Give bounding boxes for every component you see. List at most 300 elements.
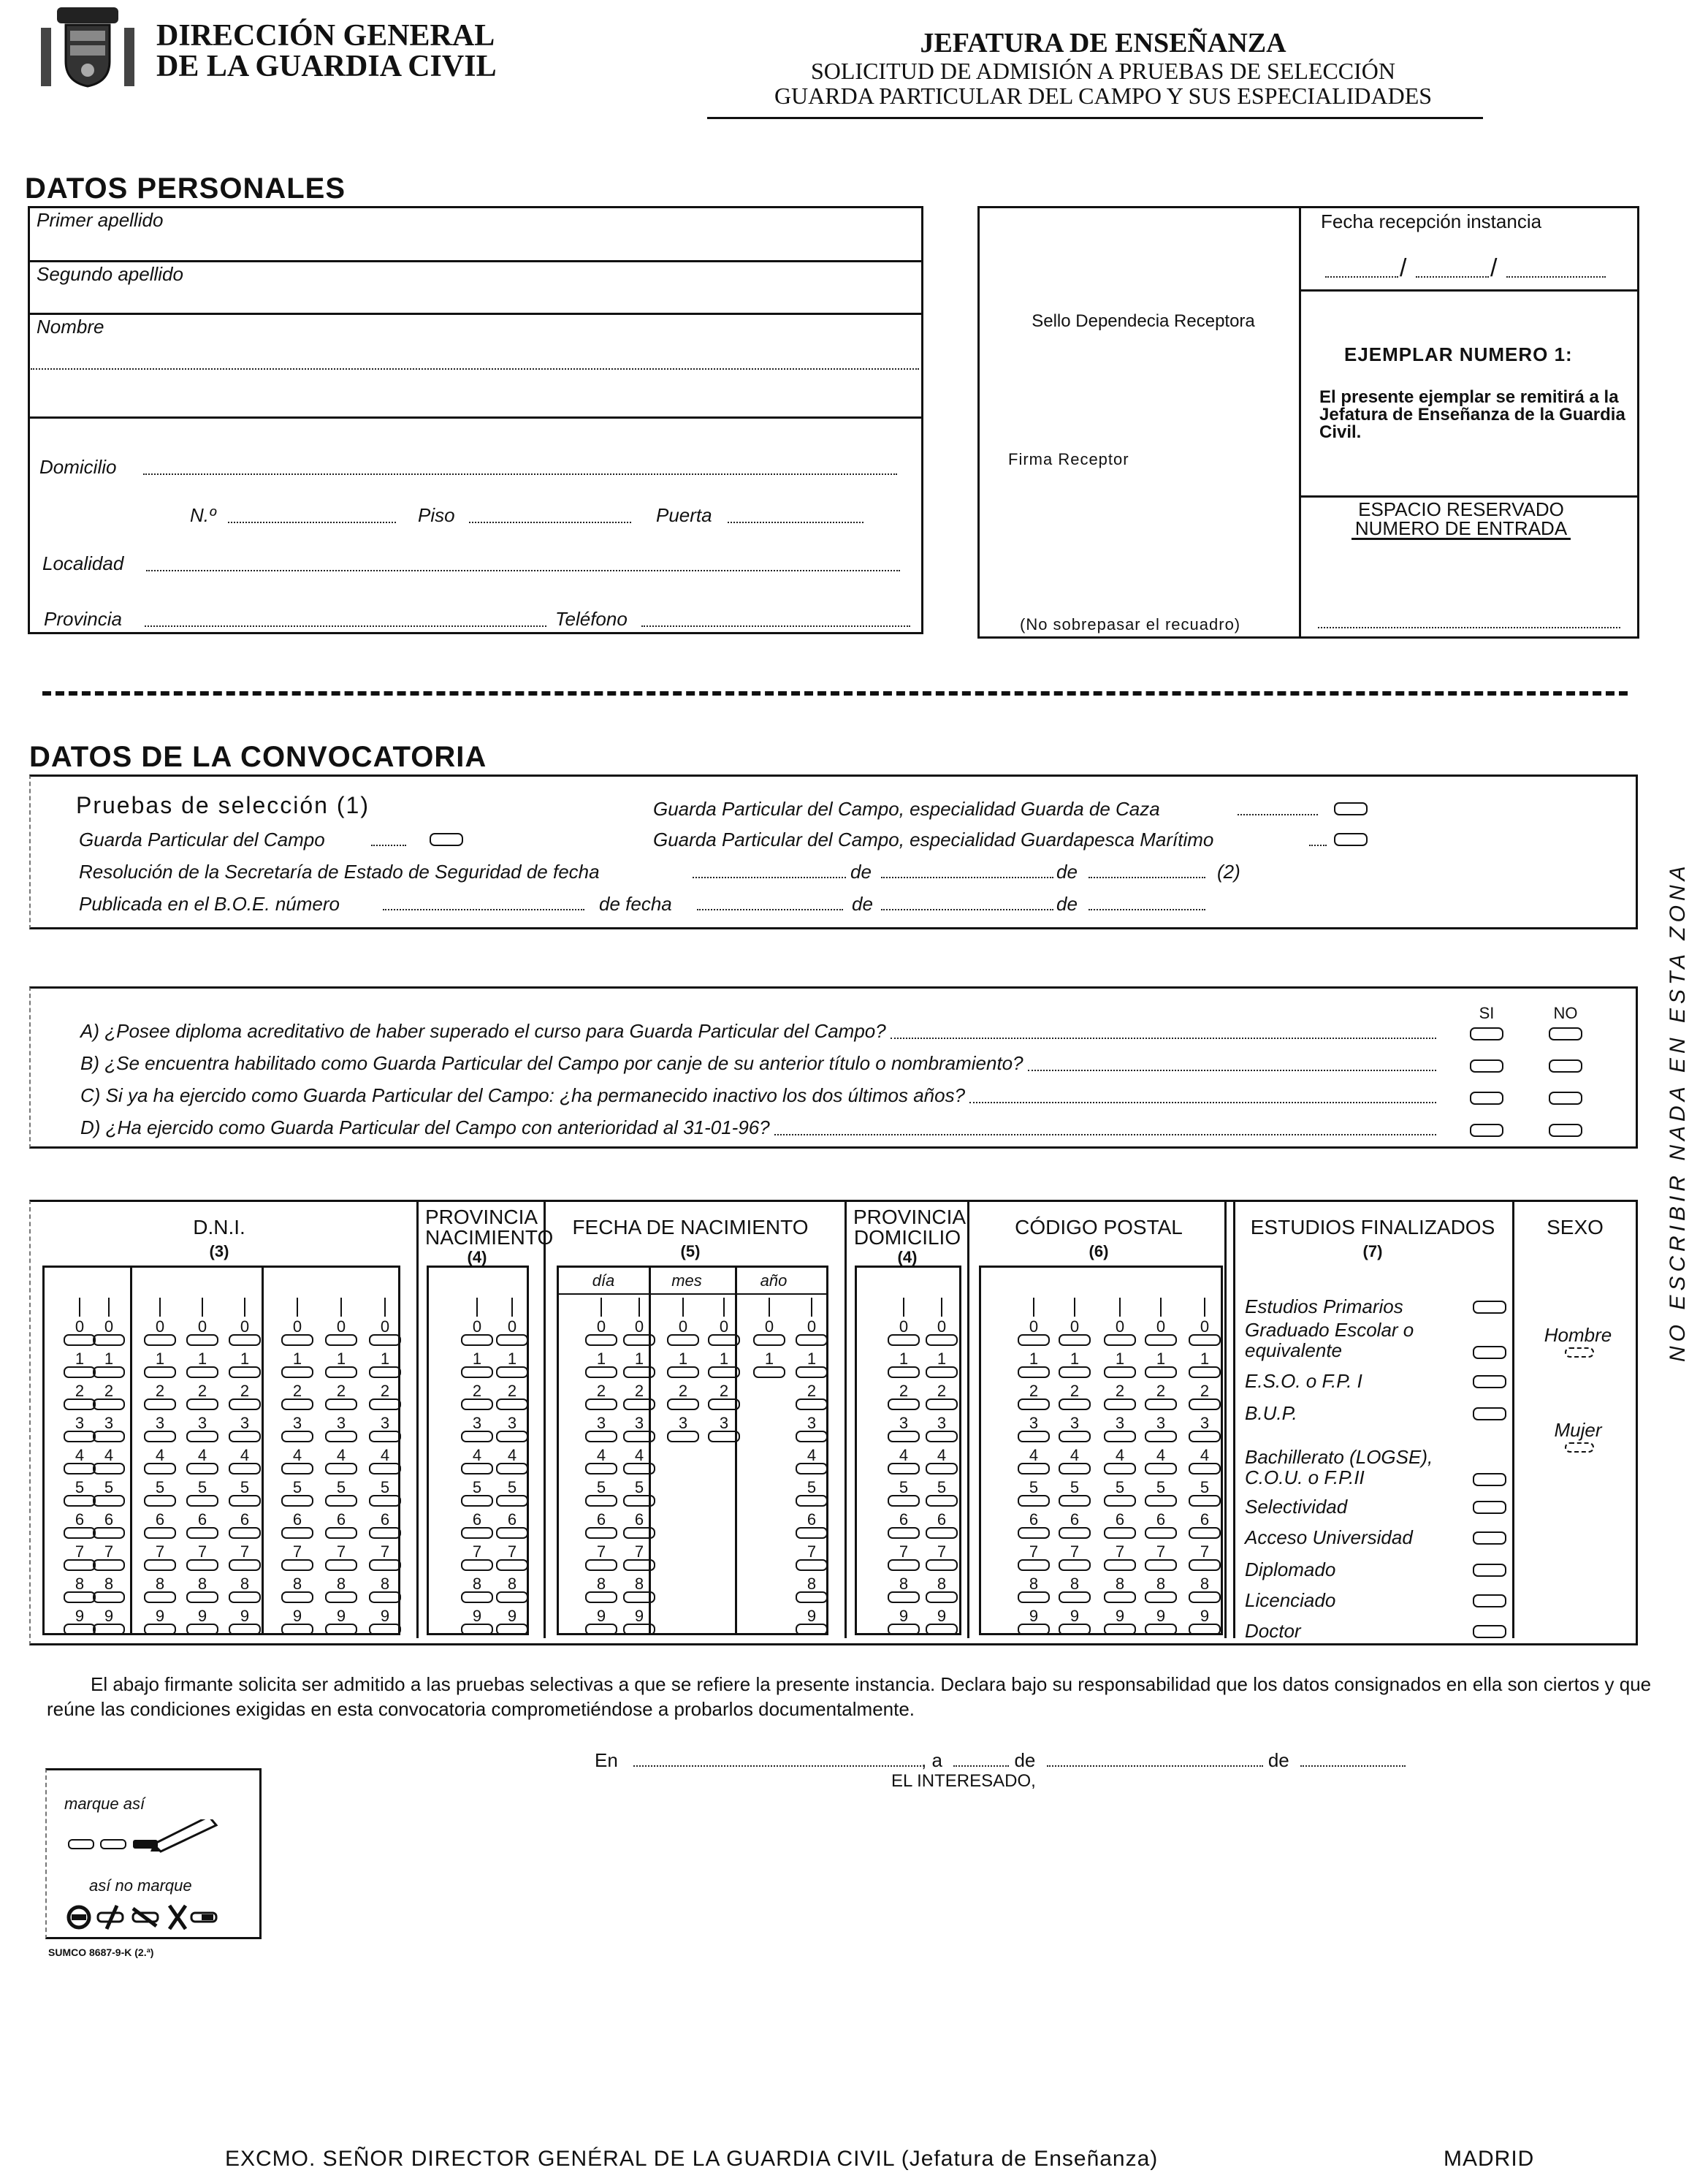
digit-bubble-dni[interactable] xyxy=(186,1577,219,1603)
digit-bubble-dni[interactable] xyxy=(368,1512,402,1539)
digit-bubble-cp[interactable] xyxy=(1103,1480,1137,1507)
digit-checkbox[interactable] xyxy=(1145,1624,1177,1635)
digit-bubble-dni[interactable] xyxy=(143,1577,177,1603)
digit-bubble-cp[interactable] xyxy=(1103,1512,1137,1539)
digit-checkbox[interactable] xyxy=(1145,1591,1177,1603)
digit-checkbox[interactable] xyxy=(888,1463,920,1474)
digit-checkbox[interactable] xyxy=(926,1463,958,1474)
digit-checkbox[interactable] xyxy=(1018,1495,1050,1507)
digit-bubble-dni[interactable] xyxy=(324,1352,358,1378)
digit-checkbox[interactable] xyxy=(1104,1591,1136,1603)
digit-checkbox[interactable] xyxy=(64,1591,96,1603)
digit-checkbox[interactable] xyxy=(585,1334,617,1346)
digit-bubble-fecha-nac[interactable] xyxy=(622,1542,656,1571)
digit-checkbox[interactable] xyxy=(144,1495,176,1507)
digit-bubble-dni[interactable] xyxy=(368,1448,402,1474)
nombre-field-2[interactable] xyxy=(31,373,919,414)
digit-bubble-dni[interactable] xyxy=(228,1609,262,1635)
digit-checkbox[interactable] xyxy=(1104,1527,1136,1539)
hombre-checkbox[interactable] xyxy=(1565,1347,1594,1358)
digit-bubble-cp[interactable] xyxy=(1017,1480,1051,1507)
digit-checkbox[interactable] xyxy=(496,1398,528,1410)
digit-bubble-dni[interactable] xyxy=(186,1384,219,1410)
digit-checkbox[interactable] xyxy=(1145,1366,1177,1378)
digit-checkbox[interactable] xyxy=(281,1366,313,1378)
digit-bubble-fecha-nac[interactable] xyxy=(584,1609,618,1635)
digit-bubble-fecha-nac[interactable] xyxy=(666,1352,700,1378)
digit-bubble-dni[interactable] xyxy=(92,1317,126,1346)
digit-bubble-cp[interactable] xyxy=(1058,1448,1091,1474)
digit-bubble-dni[interactable] xyxy=(281,1448,314,1474)
digit-checkbox[interactable] xyxy=(1145,1398,1177,1410)
digit-bubble-fecha-nac[interactable] xyxy=(584,1542,618,1571)
digit-checkbox[interactable] xyxy=(1059,1527,1091,1539)
digit-checkbox[interactable] xyxy=(623,1495,655,1507)
digit-checkbox[interactable] xyxy=(926,1366,958,1378)
digit-bubble-dni[interactable] xyxy=(281,1609,314,1635)
digit-checkbox[interactable] xyxy=(1189,1624,1221,1635)
digit-checkbox[interactable] xyxy=(496,1559,528,1571)
digit-checkbox[interactable] xyxy=(1189,1559,1221,1571)
digit-bubble-dni[interactable] xyxy=(92,1512,126,1539)
digit-checkbox[interactable] xyxy=(64,1366,96,1378)
digit-checkbox[interactable] xyxy=(144,1334,176,1346)
digit-checkbox[interactable] xyxy=(1059,1495,1091,1507)
digit-bubble-dni[interactable] xyxy=(228,1416,262,1442)
digit-checkbox[interactable] xyxy=(325,1398,357,1410)
digit-bubble-cp[interactable] xyxy=(1058,1609,1091,1635)
digit-checkbox[interactable] xyxy=(1189,1431,1221,1442)
digit-checkbox[interactable] xyxy=(796,1527,828,1539)
digit-checkbox[interactable] xyxy=(623,1398,655,1410)
digit-bubble-dni[interactable] xyxy=(228,1448,262,1474)
digit-bubble-prov-nac[interactable] xyxy=(495,1512,529,1539)
digit-bubble-dni[interactable] xyxy=(186,1317,219,1346)
digit-bubble-cp[interactable] xyxy=(1103,1416,1137,1442)
digit-checkbox[interactable] xyxy=(1145,1495,1177,1507)
digit-checkbox[interactable] xyxy=(623,1334,655,1346)
digit-bubble-fecha-nac[interactable] xyxy=(795,1512,828,1539)
digit-bubble-prov-nac[interactable] xyxy=(460,1512,494,1539)
digit-bubble-fecha-nac[interactable] xyxy=(622,1512,656,1539)
digit-bubble-cp[interactable] xyxy=(1144,1480,1178,1507)
digit-checkbox[interactable] xyxy=(623,1463,655,1474)
digit-bubble-prov-nac[interactable] xyxy=(460,1317,494,1346)
piso-field[interactable] xyxy=(469,522,631,523)
digit-checkbox[interactable] xyxy=(93,1366,125,1378)
digit-bubble-fecha-nac[interactable] xyxy=(622,1448,656,1474)
digit-checkbox[interactable] xyxy=(64,1463,96,1474)
digit-checkbox[interactable] xyxy=(369,1463,401,1474)
digit-checkbox[interactable] xyxy=(144,1591,176,1603)
digit-bubble-cp[interactable] xyxy=(1188,1384,1221,1410)
digit-checkbox[interactable] xyxy=(1018,1334,1050,1346)
digit-bubble-cp[interactable] xyxy=(1188,1352,1221,1378)
digit-checkbox[interactable] xyxy=(229,1591,261,1603)
digit-bubble-prov-nac[interactable] xyxy=(495,1480,529,1507)
digit-bubble-prov-dom[interactable] xyxy=(887,1448,920,1474)
digit-checkbox[interactable] xyxy=(461,1431,493,1442)
digit-checkbox[interactable] xyxy=(1018,1463,1050,1474)
digit-bubble-fecha-nac[interactable] xyxy=(622,1352,656,1378)
digit-checkbox[interactable] xyxy=(281,1559,313,1571)
digit-checkbox[interactable] xyxy=(229,1463,261,1474)
digit-bubble-prov-nac[interactable] xyxy=(495,1317,529,1346)
digit-bubble-prov-nac[interactable] xyxy=(460,1609,494,1635)
digit-checkbox[interactable] xyxy=(325,1431,357,1442)
digit-bubble-prov-dom[interactable] xyxy=(887,1384,920,1410)
digit-bubble-dni[interactable] xyxy=(186,1352,219,1378)
digit-bubble-dni[interactable] xyxy=(324,1512,358,1539)
digit-checkbox[interactable] xyxy=(708,1366,740,1378)
digit-bubble-cp[interactable] xyxy=(1017,1577,1051,1603)
digit-checkbox[interactable] xyxy=(496,1431,528,1442)
digit-checkbox[interactable] xyxy=(186,1463,218,1474)
digit-checkbox[interactable] xyxy=(1059,1463,1091,1474)
digit-bubble-cp[interactable] xyxy=(1188,1577,1221,1603)
digit-bubble-fecha-nac[interactable] xyxy=(707,1384,741,1410)
mes-field[interactable] xyxy=(1047,1765,1263,1767)
digit-bubble-fecha-nac[interactable] xyxy=(584,1577,618,1603)
digit-bubble-cp[interactable] xyxy=(1103,1609,1137,1635)
numero-entrada-field[interactable] xyxy=(1318,627,1620,628)
digit-bubble-prov-dom[interactable] xyxy=(887,1416,920,1442)
digit-checkbox[interactable] xyxy=(93,1591,125,1603)
digit-bubble-dni[interactable] xyxy=(186,1480,219,1507)
digit-bubble-fecha-nac[interactable] xyxy=(584,1416,618,1442)
digit-checkbox[interactable] xyxy=(708,1431,740,1442)
digit-checkbox[interactable] xyxy=(1104,1624,1136,1635)
digit-checkbox[interactable] xyxy=(186,1495,218,1507)
digit-bubble-prov-nac[interactable] xyxy=(460,1480,494,1507)
digit-checkbox[interactable] xyxy=(585,1559,617,1571)
digit-checkbox[interactable] xyxy=(229,1559,261,1571)
digit-checkbox[interactable] xyxy=(281,1431,313,1442)
digit-bubble-dni[interactable] xyxy=(228,1577,262,1603)
digit-checkbox[interactable] xyxy=(1104,1495,1136,1507)
digit-bubble-dni[interactable] xyxy=(186,1542,219,1571)
digit-bubble-fecha-nac[interactable] xyxy=(795,1352,828,1378)
digit-bubble-dni[interactable] xyxy=(368,1577,402,1603)
digit-checkbox[interactable] xyxy=(1145,1334,1177,1346)
digit-checkbox[interactable] xyxy=(1104,1366,1136,1378)
digit-bubble-dni[interactable] xyxy=(228,1384,262,1410)
digit-checkbox[interactable] xyxy=(281,1624,313,1635)
digit-bubble-dni[interactable] xyxy=(92,1577,126,1603)
study-checkbox[interactable] xyxy=(1473,1407,1506,1420)
digit-bubble-prov-nac[interactable] xyxy=(460,1448,494,1474)
digit-checkbox[interactable] xyxy=(1059,1431,1091,1442)
digit-checkbox[interactable] xyxy=(1189,1334,1221,1346)
digit-checkbox[interactable] xyxy=(623,1431,655,1442)
digit-checkbox[interactable] xyxy=(796,1559,828,1571)
digit-checkbox[interactable] xyxy=(1018,1431,1050,1442)
digit-checkbox[interactable] xyxy=(144,1366,176,1378)
digit-checkbox[interactable] xyxy=(888,1366,920,1378)
digit-bubble-dni[interactable] xyxy=(186,1416,219,1442)
digit-checkbox[interactable] xyxy=(144,1398,176,1410)
digit-checkbox[interactable] xyxy=(888,1624,920,1635)
digit-bubble-dni[interactable] xyxy=(324,1384,358,1410)
digit-bubble-fecha-nac[interactable] xyxy=(622,1577,656,1603)
digit-bubble-dni[interactable] xyxy=(324,1577,358,1603)
digit-checkbox[interactable] xyxy=(1059,1591,1091,1603)
digit-bubble-dni[interactable] xyxy=(368,1317,402,1346)
question-si-checkbox[interactable] xyxy=(1470,1092,1503,1105)
digit-bubble-cp[interactable] xyxy=(1058,1512,1091,1539)
digit-bubble-fecha-nac[interactable] xyxy=(666,1384,700,1410)
digit-bubble-cp[interactable] xyxy=(1058,1352,1091,1378)
digit-bubble-cp[interactable] xyxy=(1058,1416,1091,1442)
study-checkbox[interactable] xyxy=(1473,1625,1506,1638)
digit-bubble-dni[interactable] xyxy=(143,1609,177,1635)
digit-checkbox[interactable] xyxy=(93,1495,125,1507)
digit-bubble-dni[interactable] xyxy=(281,1384,314,1410)
digit-bubble-cp[interactable] xyxy=(1144,1609,1178,1635)
study-checkbox[interactable] xyxy=(1473,1346,1506,1359)
digit-checkbox[interactable] xyxy=(93,1431,125,1442)
digit-checkbox[interactable] xyxy=(229,1495,261,1507)
digit-checkbox[interactable] xyxy=(93,1398,125,1410)
digit-checkbox[interactable] xyxy=(93,1559,125,1571)
digit-checkbox[interactable] xyxy=(144,1463,176,1474)
provincia-field[interactable] xyxy=(145,625,546,627)
study-checkbox[interactable] xyxy=(1473,1301,1506,1314)
digit-checkbox[interactable] xyxy=(281,1463,313,1474)
digit-checkbox[interactable] xyxy=(325,1495,357,1507)
digit-checkbox[interactable] xyxy=(93,1463,125,1474)
digit-checkbox[interactable] xyxy=(461,1366,493,1378)
digit-checkbox[interactable] xyxy=(186,1624,218,1635)
digit-checkbox[interactable] xyxy=(496,1591,528,1603)
digit-checkbox[interactable] xyxy=(496,1527,528,1539)
digit-bubble-prov-dom[interactable] xyxy=(925,1609,958,1635)
digit-bubble-cp[interactable] xyxy=(1103,1448,1137,1474)
digit-bubble-cp[interactable] xyxy=(1017,1542,1051,1571)
digit-checkbox[interactable] xyxy=(186,1431,218,1442)
digit-checkbox[interactable] xyxy=(753,1334,785,1346)
digit-bubble-fecha-nac[interactable] xyxy=(795,1480,828,1507)
digit-bubble-fecha-nac[interactable] xyxy=(795,1577,828,1603)
digit-bubble-prov-dom[interactable] xyxy=(887,1352,920,1378)
question-si-checkbox[interactable] xyxy=(1470,1059,1503,1073)
digit-bubble-prov-dom[interactable] xyxy=(925,1542,958,1571)
digit-bubble-cp[interactable] xyxy=(1017,1416,1051,1442)
digit-checkbox[interactable] xyxy=(186,1591,218,1603)
digit-checkbox[interactable] xyxy=(461,1624,493,1635)
digit-bubble-fecha-nac[interactable] xyxy=(584,1317,618,1346)
digit-checkbox[interactable] xyxy=(585,1591,617,1603)
lugar-field[interactable] xyxy=(633,1765,921,1767)
digit-bubble-cp[interactable] xyxy=(1188,1317,1221,1346)
ano-field[interactable] xyxy=(1300,1765,1406,1767)
digit-bubble-dni[interactable] xyxy=(143,1542,177,1571)
question-no-checkbox[interactable] xyxy=(1549,1092,1582,1105)
digit-bubble-fecha-nac[interactable] xyxy=(622,1416,656,1442)
digit-bubble-cp[interactable] xyxy=(1188,1448,1221,1474)
digit-bubble-dni[interactable] xyxy=(143,1384,177,1410)
digit-checkbox[interactable] xyxy=(1104,1559,1136,1571)
digit-checkbox[interactable] xyxy=(1145,1559,1177,1571)
digit-checkbox[interactable] xyxy=(144,1559,176,1571)
digit-bubble-prov-dom[interactable] xyxy=(887,1317,920,1346)
digit-bubble-cp[interactable] xyxy=(1188,1416,1221,1442)
digit-bubble-cp[interactable] xyxy=(1058,1384,1091,1410)
digit-checkbox[interactable] xyxy=(623,1624,655,1635)
digit-checkbox[interactable] xyxy=(667,1398,699,1410)
digit-checkbox[interactable] xyxy=(186,1366,218,1378)
digit-checkbox[interactable] xyxy=(926,1334,958,1346)
digit-checkbox[interactable] xyxy=(888,1398,920,1410)
study-checkbox[interactable] xyxy=(1473,1531,1506,1545)
digit-checkbox[interactable] xyxy=(281,1334,313,1346)
digit-checkbox[interactable] xyxy=(796,1591,828,1603)
digit-bubble-fecha-nac[interactable] xyxy=(752,1352,786,1378)
digit-checkbox[interactable] xyxy=(325,1559,357,1571)
question-no-checkbox[interactable] xyxy=(1549,1124,1582,1137)
digit-checkbox[interactable] xyxy=(496,1334,528,1346)
digit-checkbox[interactable] xyxy=(585,1624,617,1635)
digit-bubble-prov-dom[interactable] xyxy=(925,1416,958,1442)
digit-bubble-prov-dom[interactable] xyxy=(925,1317,958,1346)
digit-bubble-dni[interactable] xyxy=(368,1542,402,1571)
question-no-checkbox[interactable] xyxy=(1549,1027,1582,1040)
digit-checkbox[interactable] xyxy=(1189,1591,1221,1603)
digit-checkbox[interactable] xyxy=(1018,1624,1050,1635)
digit-checkbox[interactable] xyxy=(325,1366,357,1378)
digit-checkbox[interactable] xyxy=(888,1334,920,1346)
digit-checkbox[interactable] xyxy=(1189,1495,1221,1507)
digit-checkbox[interactable] xyxy=(64,1431,96,1442)
digit-checkbox[interactable] xyxy=(623,1366,655,1378)
digit-bubble-dni[interactable] xyxy=(324,1416,358,1442)
digit-checkbox[interactable] xyxy=(369,1366,401,1378)
digit-checkbox[interactable] xyxy=(64,1624,96,1635)
digit-bubble-cp[interactable] xyxy=(1103,1352,1137,1378)
localidad-field[interactable] xyxy=(146,570,900,571)
digit-checkbox[interactable] xyxy=(229,1366,261,1378)
digit-bubble-cp[interactable] xyxy=(1144,1577,1178,1603)
digit-bubble-prov-nac[interactable] xyxy=(495,1384,529,1410)
digit-bubble-prov-dom[interactable] xyxy=(887,1512,920,1539)
digit-bubble-fecha-nac[interactable] xyxy=(707,1317,741,1346)
digit-checkbox[interactable] xyxy=(93,1527,125,1539)
digit-bubble-dni[interactable] xyxy=(281,1542,314,1571)
digit-bubble-prov-nac[interactable] xyxy=(460,1577,494,1603)
digit-checkbox[interactable] xyxy=(1018,1559,1050,1571)
digit-checkbox[interactable] xyxy=(229,1431,261,1442)
numero-field[interactable] xyxy=(228,522,396,523)
digit-bubble-dni[interactable] xyxy=(324,1609,358,1635)
digit-checkbox[interactable] xyxy=(796,1624,828,1635)
digit-bubble-fecha-nac[interactable] xyxy=(795,1448,828,1474)
digit-checkbox[interactable] xyxy=(1018,1527,1050,1539)
digit-bubble-cp[interactable] xyxy=(1144,1512,1178,1539)
puerta-field[interactable] xyxy=(728,522,863,523)
digit-bubble-prov-dom[interactable] xyxy=(887,1480,920,1507)
digit-checkbox[interactable] xyxy=(93,1624,125,1635)
digit-bubble-dni[interactable] xyxy=(281,1480,314,1507)
digit-bubble-cp[interactable] xyxy=(1103,1384,1137,1410)
digit-checkbox[interactable] xyxy=(1104,1398,1136,1410)
digit-checkbox[interactable] xyxy=(461,1559,493,1571)
digit-bubble-cp[interactable] xyxy=(1188,1542,1221,1571)
digit-checkbox[interactable] xyxy=(623,1559,655,1571)
digit-checkbox[interactable] xyxy=(667,1366,699,1378)
resolucion-ano-field[interactable] xyxy=(1089,877,1205,878)
question-si-checkbox[interactable] xyxy=(1470,1124,1503,1137)
digit-checkbox[interactable] xyxy=(708,1334,740,1346)
digit-checkbox[interactable] xyxy=(753,1366,785,1378)
digit-checkbox[interactable] xyxy=(1059,1334,1091,1346)
digit-bubble-prov-dom[interactable] xyxy=(925,1448,958,1474)
digit-bubble-dni[interactable] xyxy=(228,1512,262,1539)
digit-checkbox[interactable] xyxy=(229,1334,261,1346)
digit-checkbox[interactable] xyxy=(144,1431,176,1442)
boe-ano-field[interactable] xyxy=(1089,909,1205,910)
digit-checkbox[interactable] xyxy=(144,1624,176,1635)
digit-bubble-dni[interactable] xyxy=(186,1609,219,1635)
study-checkbox[interactable] xyxy=(1473,1375,1506,1388)
boe-dia-field[interactable] xyxy=(697,909,843,910)
digit-bubble-dni[interactable] xyxy=(228,1542,262,1571)
digit-checkbox[interactable] xyxy=(623,1591,655,1603)
digit-bubble-cp[interactable] xyxy=(1188,1609,1221,1635)
digit-bubble-dni[interactable] xyxy=(92,1448,126,1474)
digit-bubble-prov-dom[interactable] xyxy=(887,1609,920,1635)
digit-checkbox[interactable] xyxy=(1059,1398,1091,1410)
digit-bubble-dni[interactable] xyxy=(324,1542,358,1571)
digit-checkbox[interactable] xyxy=(888,1591,920,1603)
digit-bubble-fecha-nac[interactable] xyxy=(622,1480,656,1507)
digit-checkbox[interactable] xyxy=(926,1624,958,1635)
digit-checkbox[interactable] xyxy=(64,1398,96,1410)
digit-checkbox[interactable] xyxy=(461,1334,493,1346)
digit-bubble-dni[interactable] xyxy=(186,1512,219,1539)
digit-bubble-dni[interactable] xyxy=(368,1352,402,1378)
digit-checkbox[interactable] xyxy=(585,1366,617,1378)
digit-checkbox[interactable] xyxy=(1059,1624,1091,1635)
digit-checkbox[interactable] xyxy=(64,1495,96,1507)
digit-bubble-cp[interactable] xyxy=(1058,1577,1091,1603)
digit-bubble-fecha-nac[interactable] xyxy=(795,1317,828,1346)
digit-bubble-prov-nac[interactable] xyxy=(495,1609,529,1635)
digit-checkbox[interactable] xyxy=(496,1366,528,1378)
digit-bubble-fecha-nac[interactable] xyxy=(666,1416,700,1442)
digit-bubble-prov-nac[interactable] xyxy=(495,1542,529,1571)
nombre-field[interactable] xyxy=(31,338,919,370)
digit-bubble-dni[interactable] xyxy=(281,1416,314,1442)
digit-checkbox[interactable] xyxy=(1104,1431,1136,1442)
digit-bubble-cp[interactable] xyxy=(1144,1352,1178,1378)
digit-bubble-cp[interactable] xyxy=(1144,1384,1178,1410)
digit-bubble-dni[interactable] xyxy=(92,1384,126,1410)
study-checkbox[interactable] xyxy=(1473,1594,1506,1607)
digit-bubble-prov-nac[interactable] xyxy=(460,1352,494,1378)
digit-checkbox[interactable] xyxy=(64,1559,96,1571)
digit-bubble-cp[interactable] xyxy=(1144,1448,1178,1474)
digit-checkbox[interactable] xyxy=(796,1366,828,1378)
digit-bubble-cp[interactable] xyxy=(1188,1512,1221,1539)
digit-bubble-prov-dom[interactable] xyxy=(925,1512,958,1539)
digit-checkbox[interactable] xyxy=(796,1334,828,1346)
digit-checkbox[interactable] xyxy=(186,1334,218,1346)
digit-bubble-prov-nac[interactable] xyxy=(460,1416,494,1442)
digit-bubble-prov-nac[interactable] xyxy=(495,1577,529,1603)
digit-checkbox[interactable] xyxy=(369,1624,401,1635)
digit-checkbox[interactable] xyxy=(1189,1398,1221,1410)
digit-bubble-prov-nac[interactable] xyxy=(495,1416,529,1442)
